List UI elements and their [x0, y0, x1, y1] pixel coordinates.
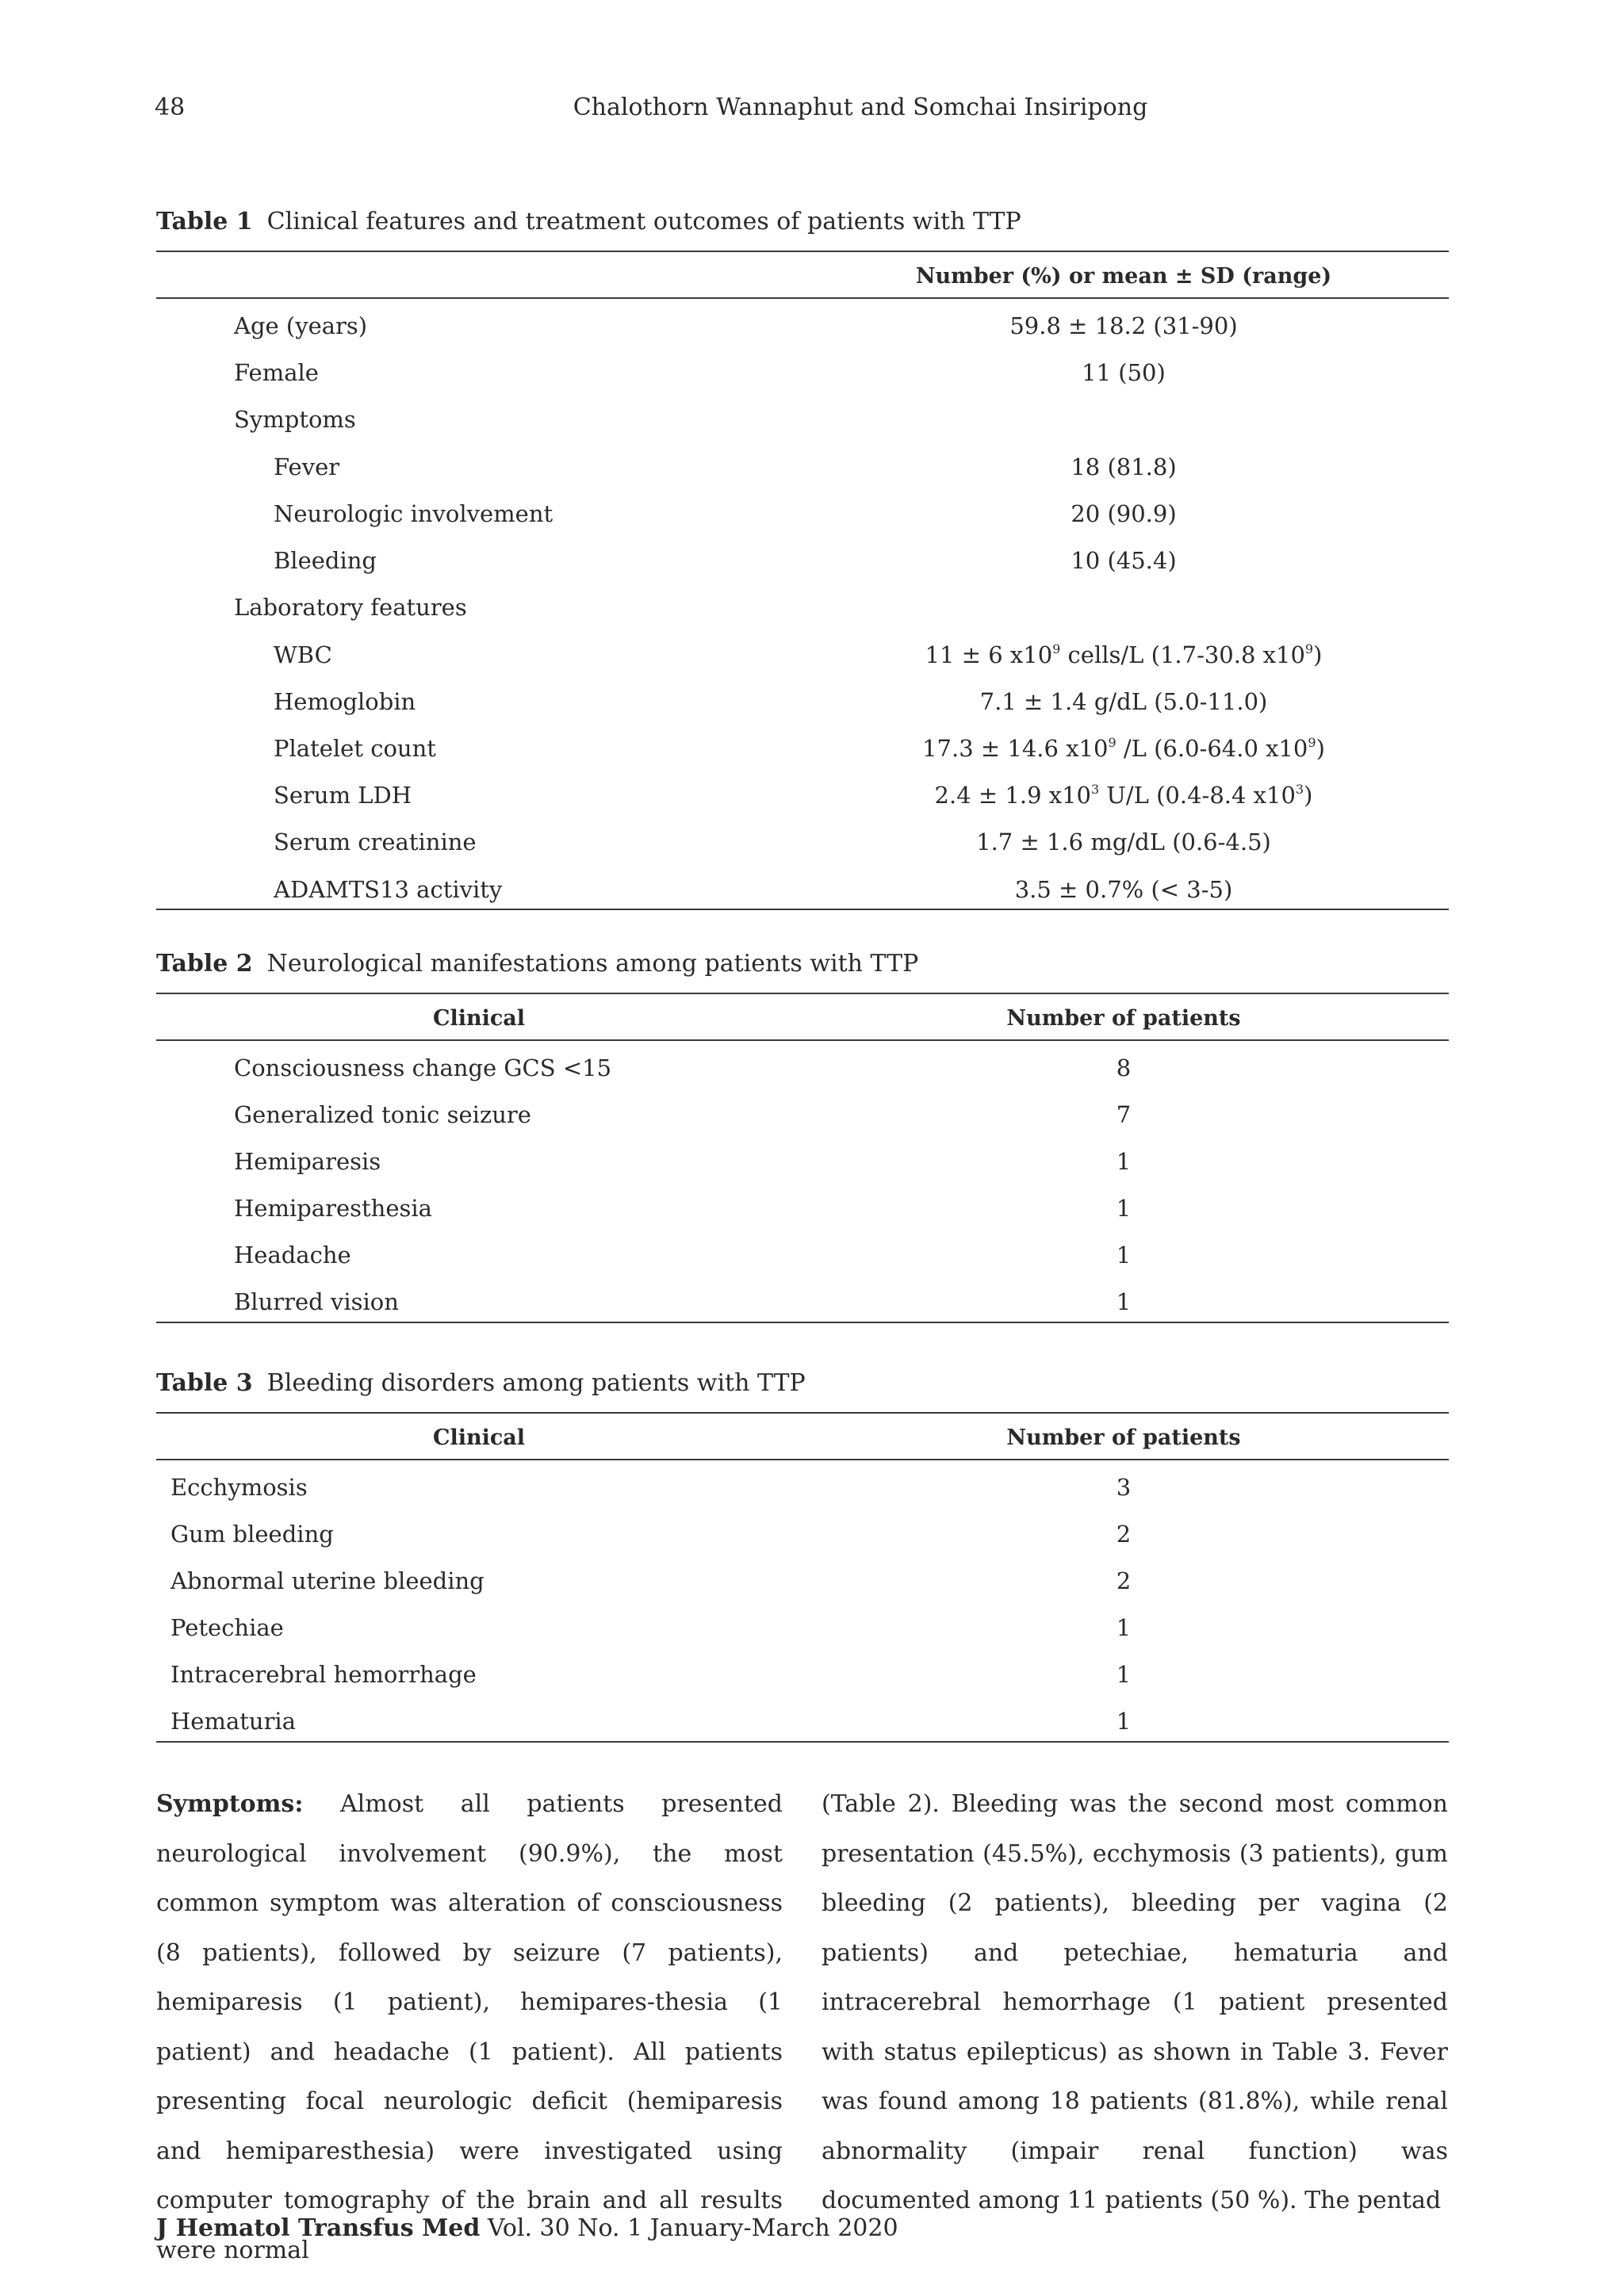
row-value: 3.5 ± 0.7% (< 3-5): [1014, 876, 1233, 903]
table2-column-header-clinical: Clinical: [432, 1006, 526, 1031]
table1-column-header: Number (%) or mean ± SD (range): [915, 264, 1332, 289]
row-value: 2: [1116, 1567, 1132, 1594]
table-row: [156, 1048, 1449, 1094]
table-row: [156, 494, 1449, 540]
table-row: [156, 353, 1449, 399]
table2-column-header-count: Number of patients: [1006, 1006, 1241, 1031]
table-row: [156, 822, 1449, 868]
table3-title: Bleeding disorders among patients with TTP: [266, 1369, 806, 1397]
row-value: 20 (90.9): [1071, 500, 1177, 527]
table-row: [156, 306, 1449, 352]
row-label: Hemiparesis: [234, 1148, 381, 1175]
running-header: [155, 94, 1447, 133]
row-value: 11 (50): [1082, 359, 1166, 386]
table3-bottom-rule: [156, 1741, 1449, 1743]
body-paragraph-left: Almost all patients presented neurological involvement (90.9%), the most common symptom was alteration of consciousness (8 patients), followed by seizure (7 patients), hemiparesis (1 patient), hemipares-thesia (1 patient) and headache (1 patient). All patients presenting focal neurologic deficit (hemiparesis and hemiparesthesia) were investigated using computer tomography of the brain and all results were normal: [156, 1790, 783, 2264]
row-group-heading: Symptoms: [234, 406, 356, 433]
row-value: 1.7 ± 1.6 mg/dL (0.6-4.5): [976, 828, 1271, 855]
row-group-heading: Laboratory features: [234, 594, 467, 621]
section-heading-symptoms: Symptoms:: [156, 1790, 304, 1818]
row-value: 11 ± 6 $x10^9$ cells/L (1.7-30.8 $x10^9$): [925, 641, 1323, 668]
table2-label: Table 2: [156, 950, 253, 978]
journal-name: J Hematol Transfus Med: [156, 2214, 481, 2242]
row-label: Female: [234, 359, 319, 386]
page-number: 48: [155, 94, 186, 121]
row-label: Platelet count: [274, 735, 436, 762]
journal-issue: Vol. 30 No. 1 January-March 2020: [487, 2214, 898, 2242]
table2-bottom-rule: [156, 1322, 1449, 1323]
row-label: Serum creatinine: [274, 828, 477, 855]
row-label: Age (years): [234, 312, 368, 339]
table1-header-rule: [156, 297, 1449, 299]
row-label: Hemoglobin: [274, 688, 416, 715]
table-row: [156, 1095, 1449, 1141]
table-row: [156, 1655, 1449, 1701]
table-row: [156, 541, 1449, 587]
row-label: Neurologic involvement: [274, 500, 553, 527]
row-value: 18 (81.8): [1071, 453, 1177, 480]
row-value: 7.1 ± 1.4 g/dL (5.0-11.0): [979, 688, 1268, 715]
body-column-left: [156, 1780, 783, 2275]
table2-title: Neurological manifestations among patients with TTP: [266, 950, 919, 978]
table3-column-header-clinical: Clinical: [432, 1425, 526, 1450]
table-row: [156, 447, 1449, 493]
table-row: [156, 1188, 1449, 1234]
row-label: Ecchymosis: [170, 1474, 308, 1501]
row-label: Consciousness change GCS <15: [234, 1054, 612, 1081]
table3-label: Table 3: [156, 1369, 253, 1397]
table-row: [156, 400, 1449, 446]
table2-top-rule: [156, 993, 1449, 994]
table-row: [156, 635, 1449, 681]
journal-footer: [156, 2214, 898, 2242]
row-value: 1: [1116, 1288, 1132, 1315]
row-value: 1: [1116, 1195, 1132, 1222]
table1-label: Table 1: [156, 208, 253, 235]
row-value: 17.3 ± 14.6 $x10^9$ /L (6.0-64.0 $x10^9$): [922, 735, 1325, 762]
table-row: [156, 1514, 1449, 1560]
table1-top-rule: [156, 251, 1449, 252]
running-header-authors: Chalothorn Wannaphut and Somchai Insiripong: [573, 94, 1148, 121]
table-row: [156, 1235, 1449, 1281]
table-row: [156, 682, 1449, 728]
row-label: Blurred vision: [234, 1288, 399, 1315]
table-row: [156, 1468, 1449, 1513]
table1-title: Clinical features and treatment outcomes of patients with TTP: [266, 208, 1021, 235]
table-row: [156, 775, 1449, 821]
row-label: Hemiparesthesia: [234, 1195, 432, 1222]
body-paragraph-right: (Table 2). Bleeding was the second most common presentation (45.5%), ecchymosis (3 patients), gum bleeding (2 patients), bleeding per vagina (2 patients) and petechiae, hematuria and intracerebral hemorrhage (1 patient presented with status epilepticus) as shown in Table 3. Fever was found among 18 patients (81.8%), while renal abnormality (impair renal function) was documented among 11 patients (50 %). The pentad: [822, 1790, 1448, 2214]
table2-header-rule: [156, 1039, 1449, 1041]
table3-header-rule: [156, 1459, 1449, 1460]
table2-caption: [156, 950, 918, 978]
row-label: Serum LDH: [274, 782, 412, 809]
row-label: Petechiae: [170, 1614, 284, 1641]
row-value: 3: [1116, 1474, 1132, 1501]
table1-caption: [156, 208, 1021, 235]
row-label: Gum bleeding: [170, 1521, 334, 1548]
row-label: Headache: [234, 1242, 351, 1269]
row-label: WBC: [274, 641, 332, 668]
row-label: Bleeding: [274, 547, 377, 574]
table-row: [156, 1142, 1449, 1188]
row-value: 1: [1116, 1148, 1132, 1175]
row-label: Hematuria: [170, 1708, 296, 1735]
row-value: 59.8 ± 18.2 (31-90): [1009, 312, 1238, 339]
table1-bottom-rule: [156, 909, 1449, 910]
table-row: [156, 587, 1449, 633]
row-label: Intracerebral hemorrhage: [170, 1661, 477, 1688]
row-value: 8: [1116, 1054, 1132, 1081]
row-value: 10 (45.4): [1071, 547, 1177, 574]
table-row: [156, 1561, 1449, 1607]
row-label: Abnormal uterine bleeding: [170, 1567, 485, 1594]
body-column-right: [822, 1780, 1448, 2226]
table-row: [156, 1608, 1449, 1654]
row-label: Generalized tonic seizure: [234, 1101, 531, 1128]
table-row: [156, 729, 1449, 775]
row-label: ADAMTS13 activity: [274, 876, 503, 903]
row-value: 1: [1116, 1661, 1132, 1688]
row-value: 1: [1116, 1242, 1132, 1269]
row-value: 1: [1116, 1708, 1132, 1735]
row-value: 2: [1116, 1521, 1132, 1548]
row-value: 7: [1116, 1101, 1132, 1128]
table3-column-header-count: Number of patients: [1006, 1425, 1241, 1450]
row-value: 2.4 ± 1.9 $x10^3$ U/L (0.4-8.4 $x10^3$): [934, 782, 1313, 809]
row-label: Fever: [274, 453, 340, 480]
row-value: 1: [1116, 1614, 1132, 1641]
table3-top-rule: [156, 1412, 1449, 1414]
table3-caption: [156, 1369, 806, 1397]
